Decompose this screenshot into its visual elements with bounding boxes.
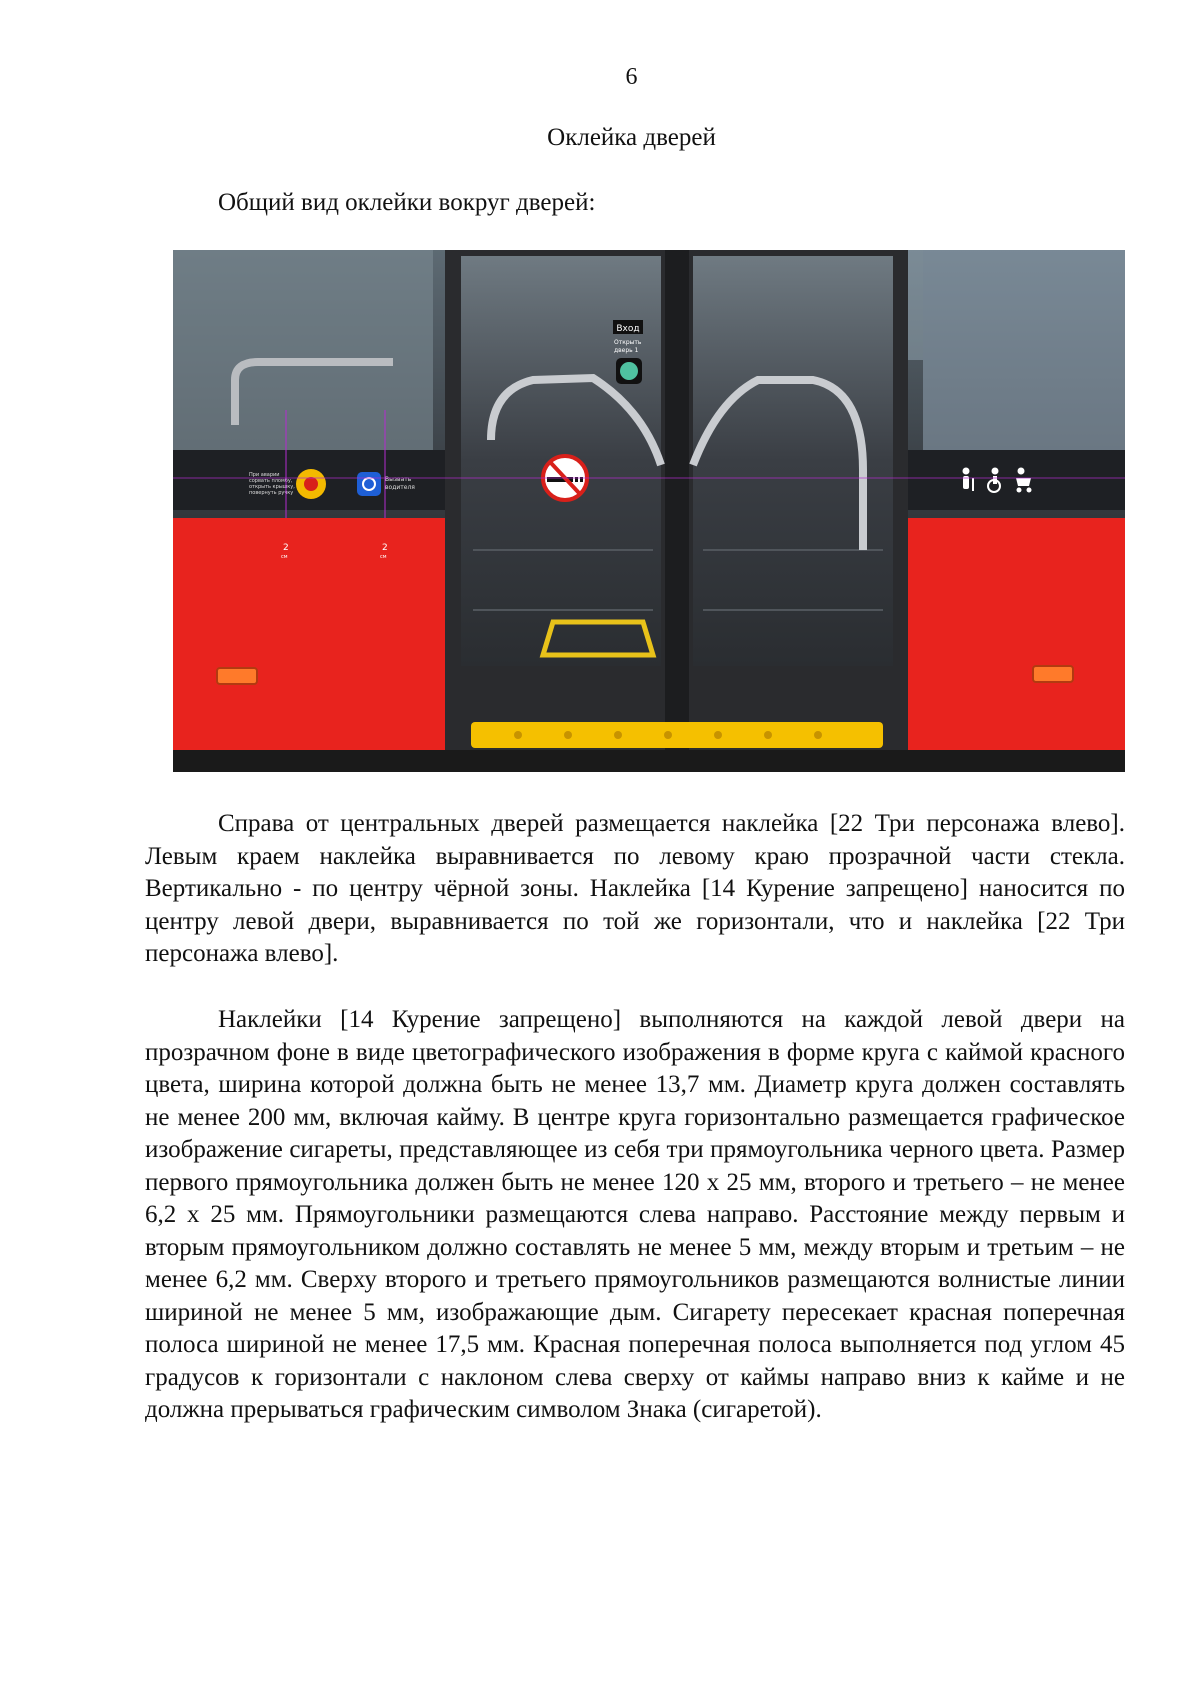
entrance-sign-line2: дверь 1 — [614, 347, 639, 354]
right-red-panel — [908, 518, 1125, 750]
paragraph-2: Наклейки [14 Курение запрещено] выполняются на каждой левой двери на прозрачном фоне в виде цветографического изображения в форме круга с каймой красного цвета, ширина которой должна быть не менее 13,7 мм. Диаметр круга должен составлять не менее 200 мм, включая кайму. В центре круга горизонтально размещается графическое изображение сигареты, представляющее из себя три прямоугольника черного цвета. Размер первого прямоугольника должен быть не менее 120 х 25 мм, второго и третьего – не менее 6,2 х 25 мм. Прямоугольники размещаются слева направо. Расстояние между первым и вторым прямоугольником должно составлять не менее 5 мм, между вторым и третьим – не менее 6,2 мм. Сверху второго и третьего прямоугольников размещаются волнистые линии шириной не менее 5 мм, изображающие дым. Сигарету пересекает красная поперечная полоса шириной не менее 17,5 мм. Красная поперечная полоса выполняется под углом 45 градусов к горизонтали с наклоном слева сверху от каймы направо вниз к кайме и не должна прерываться графическим символом Знака (сигаретой). — [145, 1006, 1125, 1423]
bus-bottom-edge — [173, 750, 1125, 772]
dimension-2-value: 2 — [382, 543, 388, 553]
page-number: 6 — [625, 64, 638, 90]
intro-text: Общий вид оклейки вокруг дверей: — [218, 189, 596, 216]
entrance-sign-line1: Открыть — [614, 339, 642, 346]
accessibility-icon — [357, 472, 381, 496]
call-driver-label-line1: Вызвать — [385, 476, 412, 483]
bus-door-photo — [173, 250, 1125, 772]
door-center-seal — [665, 250, 689, 750]
emergency-label-line2: сорвать пломбу, — [249, 478, 293, 484]
emergency-label-line4: повернуть ручку — [249, 490, 294, 496]
left-red-panel — [173, 518, 445, 750]
section-title: Оклейка дверей — [547, 124, 716, 151]
call-driver-label-line2: водителя — [385, 484, 415, 491]
left-side-light — [217, 668, 257, 684]
emergency-label-line3: открыть крышку, — [249, 484, 295, 490]
paragraph-1: Справа от центральных дверей размещается наклейка [22 Три персонажа влево]. Левым краем наклейка выравнивается по левому краю прозрачной части стекла. Вертикально - по центру чёрной зоны. Наклейка [14 Курение запрещено] наносится по центру левой двери, выравнивается по той же горизонтали, что и наклейка [22 Три персонажа влево]. — [145, 810, 1125, 967]
entrance-sign-title: Вход — [616, 324, 640, 334]
dimension-2-unit: см — [380, 554, 387, 560]
emergency-label-line1: При аварии — [249, 472, 280, 478]
dimension-1-value: 2 — [283, 543, 289, 553]
emergency-button-icon — [296, 469, 326, 499]
dimension-1-unit: см — [281, 554, 288, 560]
left-window — [173, 250, 433, 450]
bus-door-illustration — [173, 250, 1125, 772]
door-open-icon — [620, 362, 638, 380]
right-side-light — [1033, 666, 1073, 682]
right-window — [923, 250, 1125, 450]
